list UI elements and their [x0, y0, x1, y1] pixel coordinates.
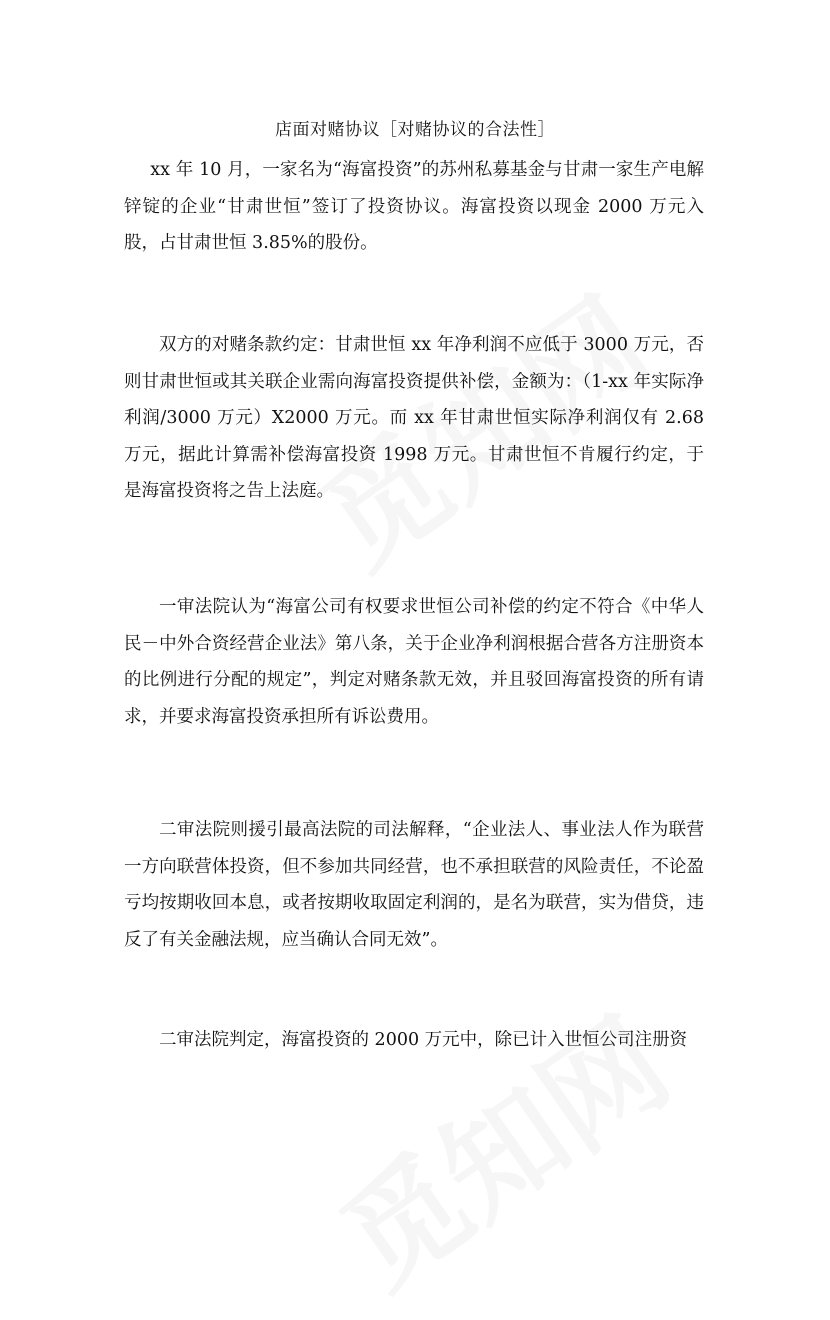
paragraph-3: 一审法院认为“海富公司有权要求世恒公司补偿的约定不符合《中华人民－中外合资经营企业法》第八条，关于企业净利润根据合营各方注册资本的比例进行分配的规定”，判定对赌条款无效，并且驳回海富投资的所有请求，并要求海富投资承担所有诉讼费用。: [124, 597, 704, 727]
paragraph-5: 二审法院判定，海富投资的 2000 万元中，除已计入世恒公司注册资: [159, 1030, 688, 1050]
paragraph-2: 双方的对赌条款约定：甘肃世恒 xx 年净利润不应低于 3000 万元，否则甘肃世恒或其关联企业需向海富投资提供补偿，金额为：（1-xx 年实际净利润/3000 万元）X2000 万元。而 xx 年甘肃世恒实际净利润仅有 2.68 万元，据此计算需补偿海富投资 1998 万元。甘肃世恒不肯履行约定，于是海富投资将之告上法庭。: [124, 335, 704, 501]
paragraph-4: 二审法院则援引最高法院的司法解释，“企业法人、事业法人作为联营一方向联营体投资，但不参加共同经营，也不承担联营的风险责任，不论盈亏均按期收回本息，或者按期收取固定利润的，是名为联营，实为借贷，违反了有关金融法规，应当确认合同无效”。: [124, 820, 704, 950]
paragraph-1: xx 年 10 月，一家名为“海富投资”的苏州私募基金与甘肃一家生产电解锌锭的企业“甘肃世恒”签订了投资协议。海富投资以现金 2000 万元入股，占甘肃世恒 3.85%的股份。: [124, 160, 704, 253]
document-title: 店面对赌协议［对赌协议的合法性］: [275, 120, 555, 140]
